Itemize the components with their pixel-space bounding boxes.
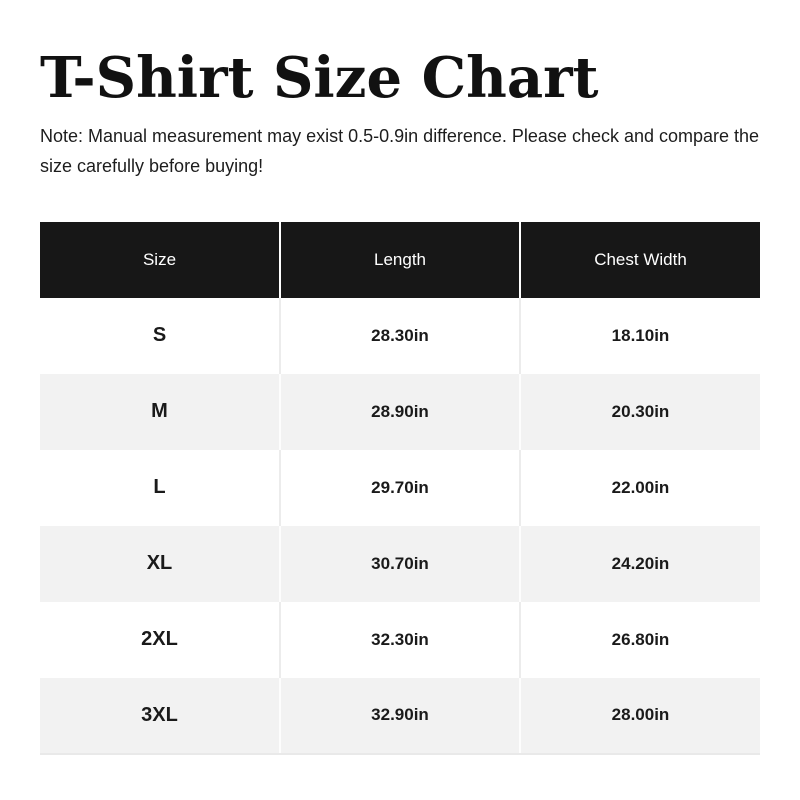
table-row — [40, 298, 760, 374]
size-cell: M — [40, 374, 280, 450]
header-cell-length: Length — [280, 222, 520, 298]
size-cell: 3XL — [40, 678, 280, 754]
table-header-row — [40, 222, 760, 298]
table-row — [40, 602, 760, 678]
size-cell: L — [40, 450, 280, 526]
length-cell: 30.70in — [280, 526, 520, 602]
length-cell: 28.30in — [280, 298, 520, 374]
length-cell: 32.30in — [280, 602, 520, 678]
table-row — [40, 374, 760, 450]
note-text: Note: Manual measurement may exist 0.5-0.9in difference. Please check and compare the size carefully before buying! — [40, 126, 760, 177]
chest-width-cell: 26.80in — [520, 602, 760, 678]
table-row — [40, 526, 760, 602]
length-cell: 28.90in — [280, 374, 520, 450]
header-cell-chest-width: Chest Width — [520, 222, 760, 298]
chest-width-cell: 20.30in — [520, 374, 760, 450]
size-cell: 2XL — [40, 602, 280, 678]
header-cell-size: Size — [40, 222, 280, 298]
table-row — [40, 450, 760, 526]
chest-width-cell: 22.00in — [520, 450, 760, 526]
size-cell: S — [40, 298, 280, 374]
chest-width-cell: 28.00in — [520, 678, 760, 754]
chest-width-cell: 18.10in — [520, 298, 760, 374]
size-chart-table — [40, 222, 760, 755]
chest-width-cell: 24.20in — [520, 526, 760, 602]
length-cell: 32.90in — [280, 678, 520, 754]
page-title: T-Shirt Size Chart — [40, 45, 599, 111]
length-cell: 29.70in — [280, 450, 520, 526]
table-row — [40, 678, 760, 754]
size-cell: XL — [40, 526, 280, 602]
